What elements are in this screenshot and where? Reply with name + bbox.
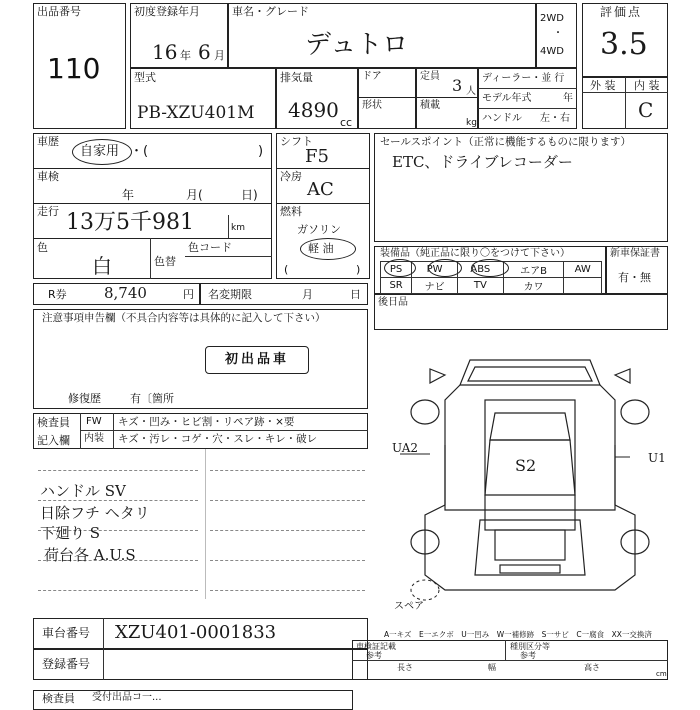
chassis-vdiv bbox=[103, 618, 104, 649]
color-code-label: 色コード bbox=[188, 241, 232, 254]
sales-point-box bbox=[374, 133, 668, 242]
dealer-divider-1 bbox=[478, 88, 577, 89]
fuel-paren-close: ) bbox=[356, 263, 361, 276]
dealer-divider-2 bbox=[478, 108, 577, 109]
cooler-value: AC bbox=[307, 179, 334, 200]
equipment-label: 装備品（純正品に限り〇をつけて下さい） bbox=[380, 248, 570, 259]
history-paren: ・( bbox=[130, 144, 149, 159]
equip-tv: TV bbox=[458, 278, 504, 294]
first-listing-stamp: 初出品車 bbox=[205, 346, 309, 374]
spec-vdiv bbox=[505, 640, 506, 660]
first-reg-year-unit: 年 bbox=[180, 49, 191, 62]
int-value: C bbox=[638, 98, 654, 122]
shape-label: 形状 bbox=[362, 100, 382, 111]
chassis-label: 車台番号 bbox=[42, 626, 91, 640]
color-code-hdiv bbox=[185, 256, 272, 257]
history-label: 車歴 bbox=[37, 135, 59, 148]
history-close: ) bbox=[258, 144, 264, 159]
model-name-value: デュトロ bbox=[305, 30, 409, 60]
spec-sub: 参考 bbox=[366, 651, 382, 660]
dealer-label: ディーラー・並 行 bbox=[482, 73, 565, 84]
displacement-label: 排気量 bbox=[280, 71, 313, 84]
history-box bbox=[33, 133, 272, 169]
inspector-row2-tag: 内装 bbox=[84, 433, 104, 444]
lot-number: 110 bbox=[47, 52, 101, 85]
equip-blank bbox=[564, 278, 602, 294]
color-vdiv bbox=[150, 238, 151, 279]
ext-int-vdiv bbox=[625, 77, 626, 129]
inspector-row1-tag: FW bbox=[86, 416, 102, 427]
fuel-label: 燃料 bbox=[280, 205, 302, 218]
katashiki-label: 型式 bbox=[134, 71, 156, 84]
color-value: 白 bbox=[92, 254, 112, 278]
fuel-value2: 軽 油 bbox=[308, 242, 334, 255]
color-change-label: 色替 bbox=[154, 255, 176, 268]
dashed-line bbox=[210, 560, 365, 561]
diagram-spare: スペア bbox=[394, 601, 424, 612]
bottom-box bbox=[33, 690, 353, 710]
dashed-line bbox=[210, 470, 365, 471]
int-label: 内 装 bbox=[634, 79, 660, 92]
equip-ps: PS bbox=[381, 262, 412, 278]
mileage-divider bbox=[228, 215, 229, 239]
fuel-paren-open: ( bbox=[284, 263, 289, 276]
color-box bbox=[33, 238, 272, 279]
sales-point-label: セールスポイント（正常に機能するものに限ります） bbox=[380, 136, 632, 148]
inspector-vdiv bbox=[80, 413, 81, 449]
handwritten-note-4: 荷台各 A.U.S bbox=[44, 546, 136, 564]
handwritten-note-1: ハンドル SV bbox=[40, 482, 126, 500]
repair-label: 修復歴 bbox=[68, 392, 101, 405]
repair-value: 有〔箇所 bbox=[130, 392, 174, 405]
score-value: 3.5 bbox=[600, 27, 648, 62]
spec-sub3: 参考 bbox=[520, 651, 536, 660]
diagram-u1: U1 bbox=[648, 451, 666, 465]
spec-sub2: 種別区分等 bbox=[510, 642, 550, 651]
katashiki-value: PB-XZU401M bbox=[137, 103, 255, 123]
dashed-line bbox=[38, 470, 198, 471]
door-label: ドア bbox=[362, 71, 382, 82]
dashed-line bbox=[38, 590, 198, 591]
equip-pw: PW bbox=[412, 262, 458, 278]
handwritten-note-3: 下廻り S bbox=[40, 524, 101, 542]
name-change-day: 日 bbox=[350, 288, 361, 301]
spec-hdiv bbox=[352, 660, 668, 661]
dashed-line bbox=[210, 500, 365, 501]
handle-value: 左・右 bbox=[540, 113, 570, 124]
model-name-label: 車名・グレード bbox=[232, 5, 309, 18]
first-reg-month-unit: 月 bbox=[214, 49, 225, 62]
loading-label: 積載 bbox=[420, 100, 440, 111]
inspector-hdiv bbox=[80, 430, 368, 431]
name-change-month: 月 bbox=[302, 288, 313, 301]
spec-cm: cm bbox=[656, 670, 667, 678]
equip-sr: SR bbox=[381, 278, 412, 294]
warranty-label: 新車保証書 bbox=[610, 248, 660, 259]
handle-label: ハンドル bbox=[482, 113, 522, 124]
first-reg-month: 6 bbox=[198, 40, 211, 64]
drive-2wd: 2WD bbox=[540, 13, 564, 24]
ext-label: 外 装 bbox=[590, 79, 616, 92]
spec-label: 車検証記載 bbox=[356, 642, 396, 651]
drive-dot: ・ bbox=[553, 28, 563, 39]
displacement-value: 4890 bbox=[288, 98, 339, 122]
mileage-label: 走行 bbox=[37, 205, 59, 218]
model-year-label: モデル年式 bbox=[482, 93, 532, 104]
registration-label: 登録番号 bbox=[42, 657, 91, 671]
recycle-label: R券 bbox=[48, 288, 67, 301]
equip-pw-circle bbox=[428, 259, 462, 277]
first-reg-year: 16 bbox=[152, 40, 178, 64]
handwritten-note-2: 日除フチ ヘタリ bbox=[40, 504, 150, 522]
recycle-unit: 円 bbox=[183, 288, 194, 301]
chassis-value: XZU401-0001833 bbox=[115, 622, 277, 643]
dashed-line bbox=[38, 500, 198, 501]
capacity-label: 定員 bbox=[420, 71, 440, 82]
score-label: 評価点 bbox=[600, 5, 643, 19]
notes-vdiv bbox=[205, 449, 206, 599]
inspector-row1: キズ・凹み・ヒビ割・リペア跡・×要 bbox=[118, 416, 295, 428]
shift-label: シフト bbox=[280, 135, 313, 148]
diagram-ua2: UA2 bbox=[392, 441, 419, 455]
warranty-value: 有・無 bbox=[618, 271, 651, 284]
spec-length: 長さ bbox=[397, 663, 413, 672]
equip-abs-circle bbox=[471, 259, 509, 277]
equip-navi: ナビ bbox=[412, 278, 458, 294]
inspector-label-1: 検査員 bbox=[37, 416, 70, 429]
truck-diagram bbox=[400, 345, 660, 610]
inspector-label-2: 記入欄 bbox=[37, 434, 70, 447]
damage-legend: A一キズ E一エクボ U一凹み W一補修跡 S一サビ C一腐食 XX一交換済 bbox=[384, 630, 652, 639]
inspector-tag-div bbox=[113, 413, 114, 449]
drive-4wd: 4WD bbox=[540, 46, 564, 57]
ext-int-hdiv bbox=[582, 92, 668, 93]
capacity-value: 3 bbox=[452, 76, 463, 95]
loading-unit: kg bbox=[466, 118, 477, 128]
model-year-unit: 年 bbox=[563, 93, 573, 104]
shaken-day: 日) bbox=[241, 188, 258, 202]
shaken-year: 年 bbox=[122, 188, 135, 202]
capacity-unit: 人 bbox=[466, 86, 476, 97]
equip-ps-circle bbox=[384, 259, 416, 277]
dashed-line bbox=[210, 590, 365, 591]
aftersales-label: 後日品 bbox=[378, 297, 408, 308]
first-reg-label: 初度登録年月 bbox=[134, 5, 200, 18]
equip-abs: ABS bbox=[458, 262, 504, 278]
registration-vdiv bbox=[103, 649, 104, 680]
shaken-month: 月( bbox=[186, 188, 203, 202]
history-value: 自家用 bbox=[80, 144, 120, 159]
equip-aw: AW bbox=[564, 262, 602, 278]
shaken-label: 車検 bbox=[37, 170, 59, 183]
sales-point-value: ETC、ドライブレコーダー bbox=[392, 153, 573, 171]
dashed-line bbox=[210, 530, 365, 531]
name-change-label: 名変期限 bbox=[208, 288, 252, 301]
diagram-s2: S2 bbox=[515, 456, 537, 475]
spec-height: 高さ bbox=[584, 663, 600, 672]
notes-label: 注意事項申告欄（不具合内容等は具体的に記入して下さい） bbox=[42, 312, 326, 324]
mileage-unit: km bbox=[231, 223, 245, 233]
inspector-row2: キズ・汚レ・コゲ・穴・スレ・キレ・破レ bbox=[118, 433, 318, 445]
color-label: 色 bbox=[37, 241, 48, 254]
lot-label: 出品番号 bbox=[37, 5, 81, 18]
bottom-label: 検査員 bbox=[42, 692, 75, 705]
spec-width: 幅 bbox=[488, 663, 496, 672]
aftersales-box bbox=[374, 294, 668, 330]
mileage-value: 13万5千981 bbox=[66, 210, 194, 235]
displacement-unit: cc bbox=[340, 116, 353, 129]
equip-leather: カワ bbox=[503, 278, 564, 294]
fuel-value: ガソリン bbox=[297, 223, 341, 236]
bottom-value: 受付出品コ一... bbox=[92, 692, 162, 703]
equip-airbag: エアB bbox=[503, 262, 564, 278]
cooler-label: 冷房 bbox=[280, 170, 302, 183]
recycle-value: 8,740 bbox=[104, 284, 147, 302]
shaken-box bbox=[33, 168, 272, 204]
shift-value: F5 bbox=[305, 146, 329, 167]
